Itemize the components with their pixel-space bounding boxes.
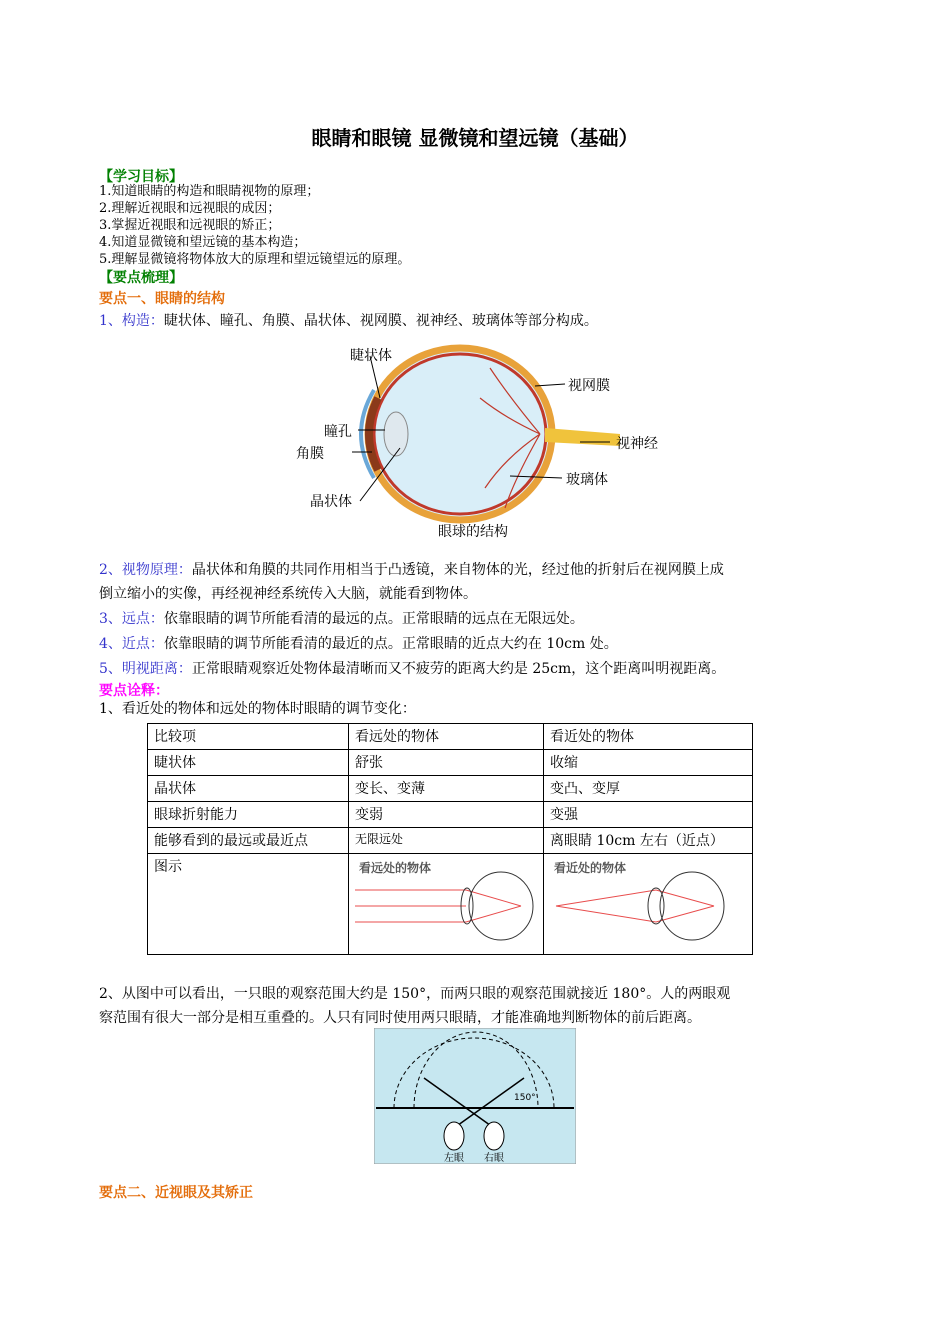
comparison-table bbox=[147, 723, 753, 955]
item-text: 睫状体、瞳孔、角膜、晶状体、视网膜、视神经、玻璃体等部分构成。 bbox=[163, 313, 598, 329]
page-title: 眼睛和眼镜 显微镜和望远镜（基础） bbox=[311, 126, 639, 150]
table-cell: 收缩 bbox=[544, 750, 753, 776]
table-cell: 眼球折射能力 bbox=[148, 802, 349, 828]
item-label: 3、远点： bbox=[99, 611, 164, 627]
paragraph-structure bbox=[99, 309, 859, 333]
label-pupil: 瞳孔 bbox=[324, 424, 352, 440]
points-header: 【要点梳理】 bbox=[99, 270, 183, 286]
paragraph-principle bbox=[99, 558, 859, 582]
figure-label: 看近处的物体 bbox=[554, 861, 627, 875]
eye-structure-diagram bbox=[290, 338, 670, 546]
table-row bbox=[148, 724, 753, 750]
item-label: 2、视物原理： bbox=[99, 562, 192, 578]
table-cell: 离眼睛 10cm 左右（近点） bbox=[544, 828, 753, 854]
note-2-line-2: 察范围有很大一部分是相互重叠的。人只有同时使用两只眼睛，才能准确地判断物体的前后距离。 bbox=[99, 1010, 701, 1026]
table-row bbox=[148, 776, 753, 802]
table-cell: 能够看到的最远或最近点 bbox=[148, 828, 349, 854]
table-cell: 看远处的物体 bbox=[349, 724, 544, 750]
label-lens: 晶状体 bbox=[310, 494, 352, 510]
goal-item: 5.理解显微镜将物体放大的原理和望远镜望远的原理。 bbox=[99, 252, 411, 267]
lens-outline bbox=[648, 888, 664, 924]
item-label: 4、近点： bbox=[99, 636, 164, 652]
item-label: 1、构造： bbox=[99, 313, 164, 329]
table-cell-figure bbox=[349, 854, 544, 955]
eyeball-outline bbox=[469, 872, 533, 940]
item-text: 依靠眼睛的调节所能看清的最远的点。正常眼睛的远点在无限远处。 bbox=[163, 611, 584, 627]
table-row bbox=[148, 828, 753, 854]
figure-background bbox=[374, 1028, 576, 1164]
item-text: 依靠眼睛的调节所能看清的最近的点。正常眼睛的近点大约在 10cm 处。 bbox=[163, 636, 618, 652]
binocular-vision-diagram bbox=[374, 1028, 576, 1164]
table-cell: 变长、变薄 bbox=[349, 776, 544, 802]
goals-header: 【学习目标】 bbox=[99, 169, 183, 185]
item-label: 5、明视距离： bbox=[99, 661, 192, 677]
right-eye-shape bbox=[484, 1122, 504, 1150]
table-row bbox=[148, 750, 753, 776]
label-vitreous: 玻璃体 bbox=[566, 472, 608, 488]
table-cell: 舒张 bbox=[349, 750, 544, 776]
table-cell: 看近处的物体 bbox=[544, 724, 753, 750]
label-optic-nerve: 视神经 bbox=[616, 436, 658, 452]
notes-header: 要点诠释： bbox=[99, 683, 169, 699]
paragraph-principle-cont: 倒立缩小的实像，再经视神经系统传入大脑，就能看到物体。 bbox=[99, 586, 477, 602]
table-row bbox=[148, 854, 753, 955]
table-row bbox=[148, 802, 753, 828]
label-ciliary: 睫状体 bbox=[350, 348, 392, 364]
paragraph-distance bbox=[99, 657, 859, 681]
paragraph-near-point bbox=[99, 632, 859, 656]
goal-item: 4.知道显微镜和望远镜的基本构造； bbox=[99, 235, 307, 250]
light-rays bbox=[355, 890, 521, 922]
paragraph-far-point bbox=[99, 607, 859, 631]
near-object-figure bbox=[546, 856, 746, 948]
table-cell: 变弱 bbox=[349, 802, 544, 828]
table-cell: 比较项 bbox=[148, 724, 349, 750]
note-1: 1、看近处的物体和远处的物体时眼睛的调节变化： bbox=[99, 701, 416, 717]
table-cell: 变凸、变厚 bbox=[544, 776, 753, 802]
note-2-line-1: 2、从图中可以看出，一只眼的观察范围大约是 150°，而两只眼的观察范围就接近 180°。人的两眼观 bbox=[99, 986, 731, 1002]
table-cell-figure bbox=[544, 854, 753, 955]
optic-nerve-shape bbox=[545, 428, 620, 446]
eyeball-outline bbox=[660, 872, 724, 940]
diagram-caption: 眼球的结构 bbox=[438, 524, 508, 540]
section-heading: 要点二、近视眼及其矫正 bbox=[99, 1185, 253, 1201]
figure-label: 看远处的物体 bbox=[359, 861, 432, 875]
left-eye-shape bbox=[444, 1122, 464, 1150]
angle-label: 150° bbox=[514, 1093, 536, 1103]
table-cell: 变强 bbox=[544, 802, 753, 828]
table-cell: 晶状体 bbox=[148, 776, 349, 802]
label-cornea: 角膜 bbox=[296, 446, 324, 462]
goal-item: 2.理解近视眼和远视眼的成因； bbox=[99, 201, 281, 216]
far-object-figure bbox=[351, 856, 541, 948]
goal-item: 1.知道眼睛的构造和眼睛视物的原理； bbox=[99, 184, 320, 199]
label-retina: 视网膜 bbox=[568, 378, 610, 394]
right-eye-label: 右眼 bbox=[484, 1153, 504, 1164]
table-cell: 图示 bbox=[148, 854, 349, 955]
goal-item: 3.掌握近视眼和远视眼的矫正； bbox=[99, 218, 281, 233]
item-text: 晶状体和角膜的共同作用相当于凸透镜，来自物体的光，经过他的折射后在视网膜上成 bbox=[191, 562, 724, 578]
item-text: 正常眼睛观察近处物体最清晰而又不疲劳的距离大约是 25cm，这个距离叫明视距离。 bbox=[191, 661, 726, 677]
light-rays bbox=[556, 890, 714, 922]
table-cell: 无限远处 bbox=[349, 828, 544, 854]
table-cell: 睫状体 bbox=[148, 750, 349, 776]
section-heading: 要点一、眼睛的结构 bbox=[99, 291, 225, 307]
lens-shape bbox=[384, 412, 408, 456]
left-eye-label: 左眼 bbox=[444, 1153, 464, 1164]
